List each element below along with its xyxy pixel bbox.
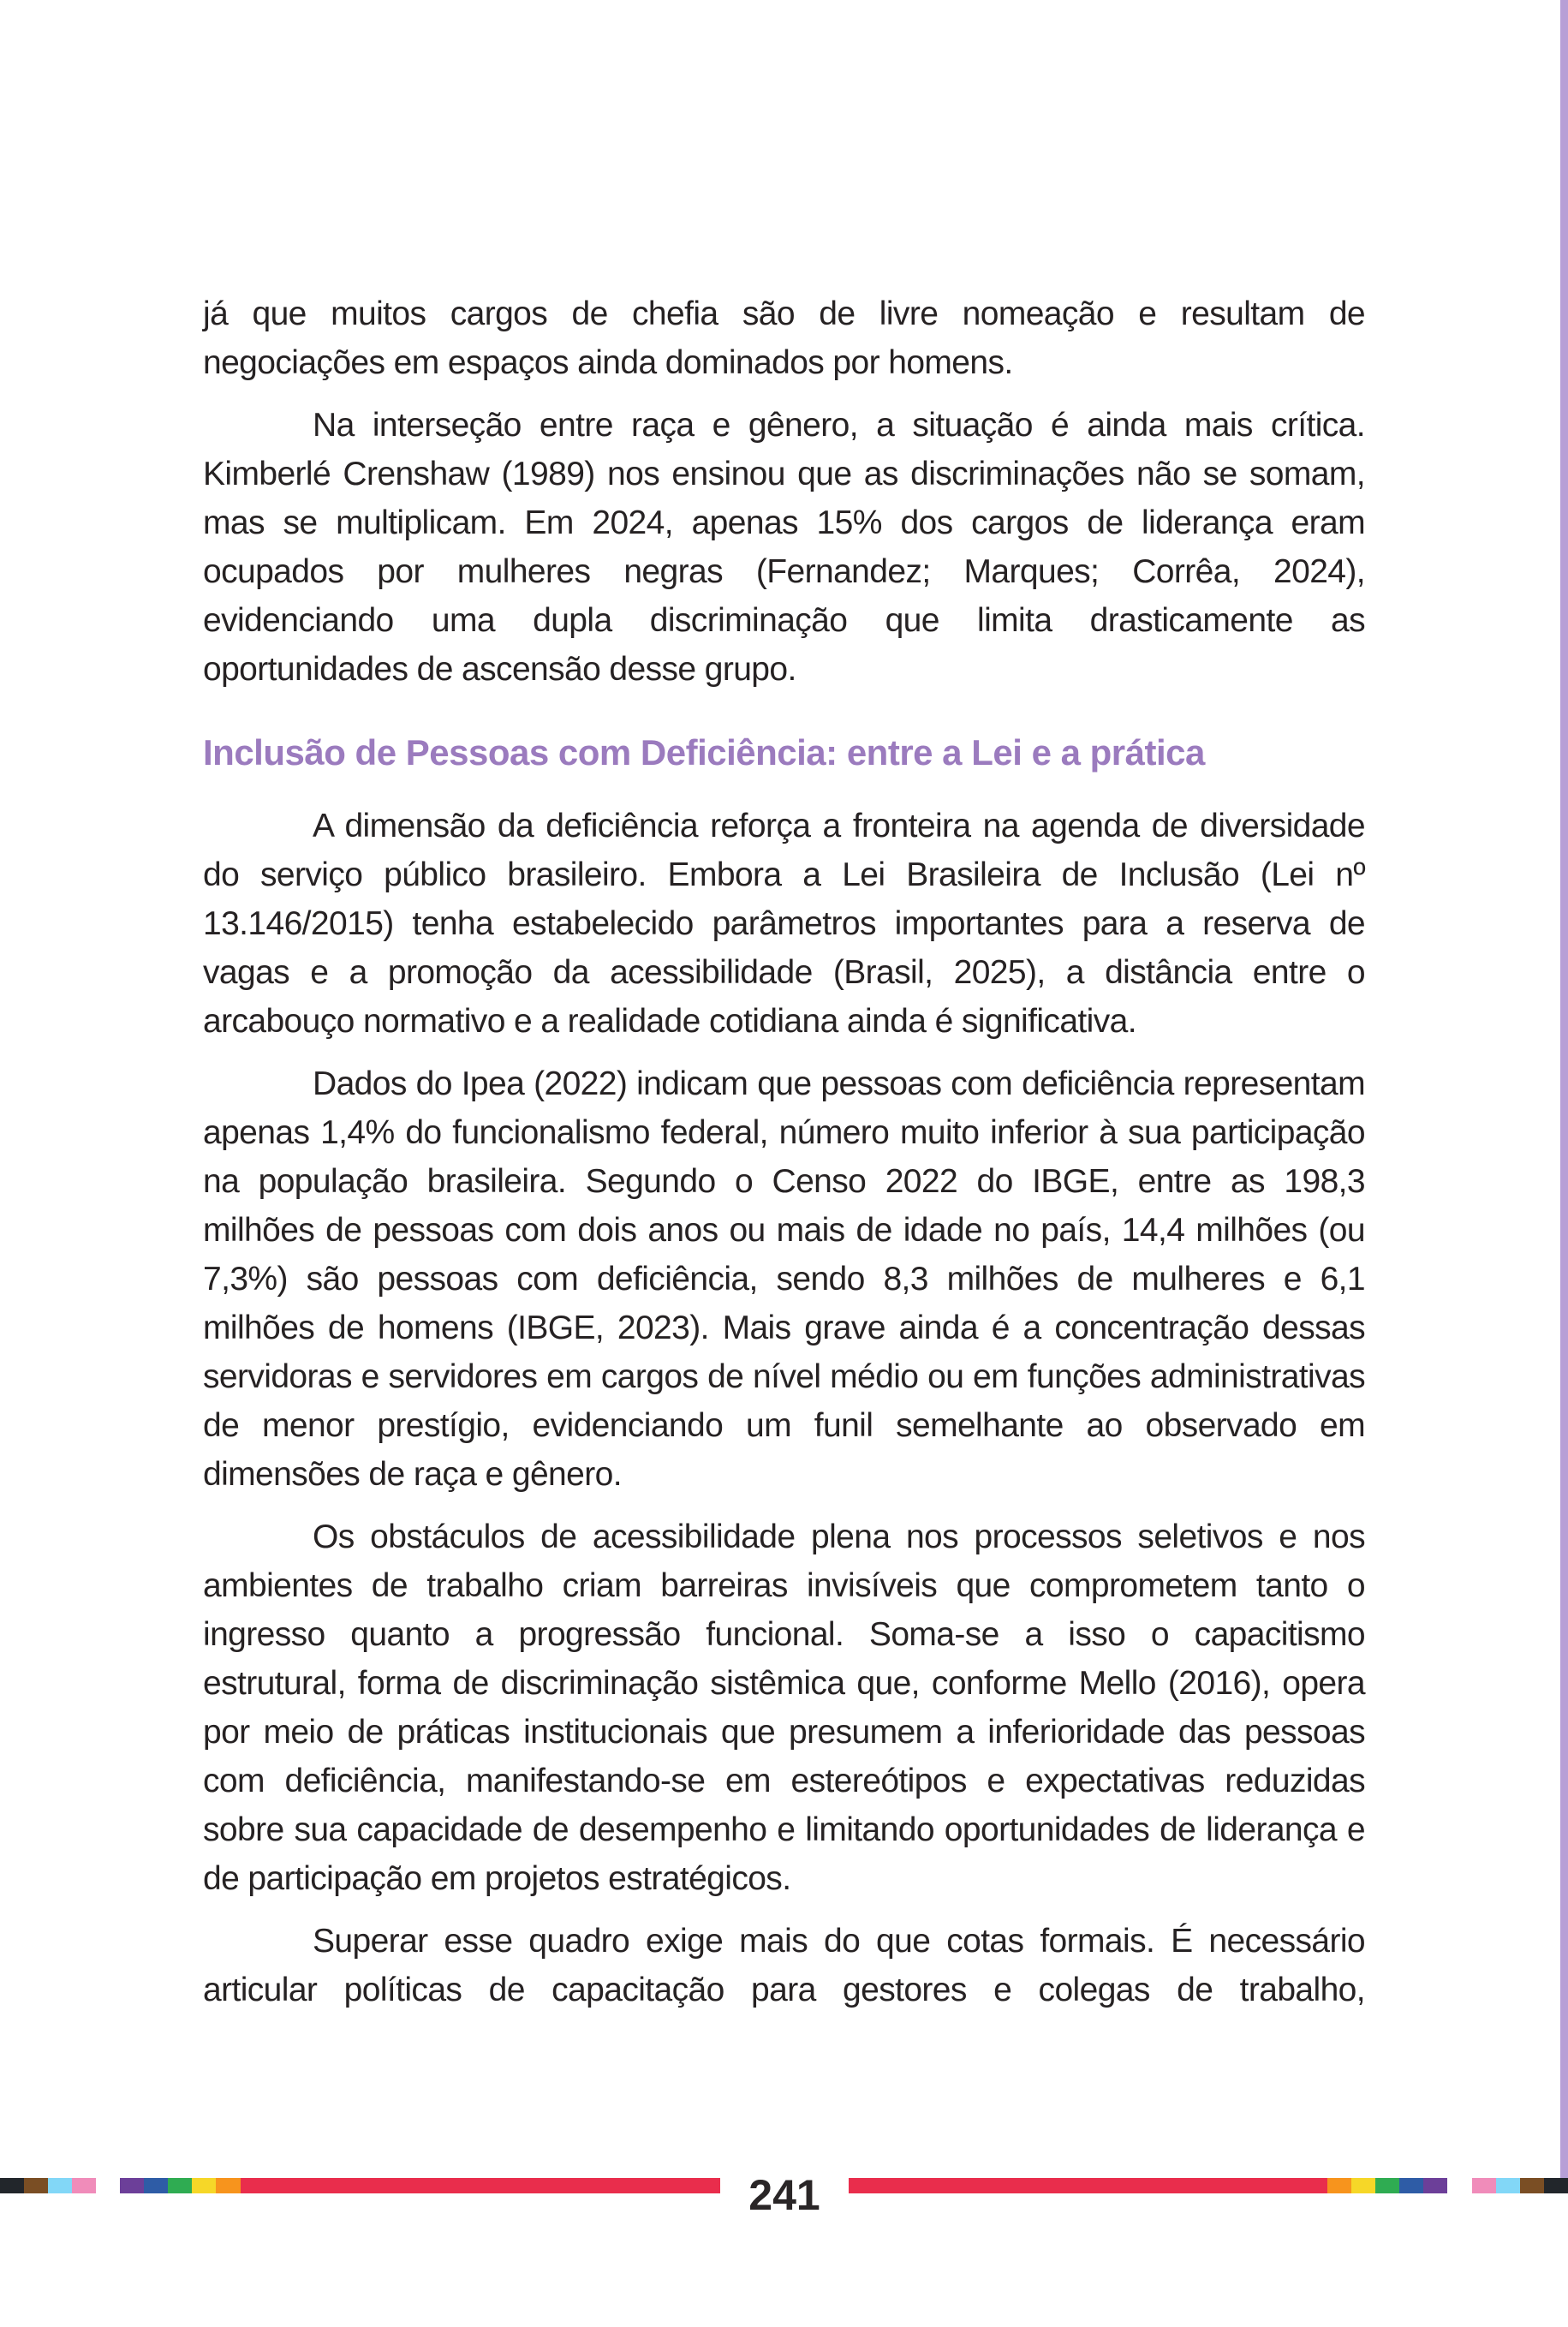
footer-segment-rainbow-left-green	[168, 2178, 192, 2193]
section-heading-inclusao-pcd: Inclusão de Pessoas com Deficiência: entre a Lei e a prática	[203, 732, 1205, 773]
paragraph-obstaculos-capacitismo: Os obstáculos de acessibilidade plena nos processos seletivos e nos ambientes de trabalho criam barreiras invisíveis que comprometem tanto o ingresso quanto a progressão funcional. Soma-se a isso o capacitismo estrutural, forma de discriminação sistêmica que, conforme Mello (2016), opera por meio de práticas institucionais que presumem a inferioridade das pessoas com deficiência, manifestando-se em estereótipos e expectativas reduzidas sobre sua capacidade de desempenho e limitando oportunidades de liderança e de participação em projetos estratégicos.	[203, 1519, 1365, 1897]
footer-segment-rainbow-right-blue	[1399, 2178, 1423, 2193]
footer-segment-corner-left-black	[0, 2178, 24, 2193]
footer-segment-corner-left-pink	[72, 2178, 96, 2193]
footer-segment-rainbow-left-blue	[144, 2178, 168, 2193]
footer-segment-rainbow-right-orange	[1327, 2178, 1351, 2193]
footer-segment-red-bar-right	[849, 2178, 1327, 2193]
footer-segment-corner-right-lightblue	[1496, 2178, 1520, 2193]
right-edge-purple-stripe	[1560, 0, 1568, 2178]
footer-segment-rainbow-right-yellow	[1351, 2178, 1375, 2193]
paragraph-continuation: já que muitos cargos de chefia são de livre nomeação e resultam de negociações em espaços ainda dominados por homens.	[203, 295, 1365, 381]
footer-segment-rainbow-right-purple	[1423, 2178, 1447, 2193]
paragraph-lei-brasileira-inclusao: A dimensão da deficiência reforça a fronteira na agenda de diversidade do serviço público brasileiro. Embora a Lei Brasileira de Inclusão (Lei nº 13.146/2015) tenha estabelecido parâmetros importantes para a reserva de vagas e a promoção da acessibilidade (Brasil, 2025), a distância entre o arcabouço normativo e a realidade cotidiana ainda é significativa.	[203, 808, 1365, 1040]
footer-segment-corner-right-pink	[1472, 2178, 1496, 2193]
paragraph-dados-ipea-ibge: Dados do Ipea (2022) indicam que pessoas com deficiência representam apenas 1,4% do funcionalismo federal, número muito inferior à sua participação na população brasileira. Segundo o Censo 2022 do IBGE, entre as 198,3 milhões de pessoas com dois anos ou mais de idade no país, 14,4 milhões (ou 7,3%) são pessoas com deficiência, sendo 8,3 milhões de mulheres e 6,1 milhões de homens (IBGE, 2023). Mais grave ainda é a concentração dessas servidoras e servidores em cargos de nível médio ou em funções administrativas de menor prestígio, evidenciando um funil semelhante ao observado em dimensões de raça e gênero.	[203, 1065, 1365, 1493]
footer-segment-rainbow-left-yellow	[192, 2178, 216, 2193]
footer-segment-corner-right-brown	[1520, 2178, 1544, 2193]
footer-segment-corner-left-lightblue	[48, 2178, 72, 2193]
paragraph-intersectionality: Na interseção entre raça e gênero, a situação é ainda mais crítica. Kimberlé Crenshaw (1989) nos ensinou que as discriminações não se somam, mas se multiplicam. Em 2024, apenas 15% dos cargos de liderança eram ocupados por mulheres negras (Fernandez; Marques; Corrêa, 2024), evidenciando uma dupla discriminação que limita drasticamente as oportunidades de ascensão desse grupo.	[203, 407, 1365, 688]
footer-segment-rainbow-right-green	[1375, 2178, 1399, 2193]
footer-segment-rainbow-left-orange	[216, 2178, 241, 2193]
text-column	[203, 289, 1365, 2028]
paragraph-superar-quadro: Superar esse quadro exige mais do que cotas formais. É necessário articular políticas de capacitação para gestores e colegas de trabalho,	[203, 1923, 1365, 2008]
footer-segment-rainbow-left-purple	[120, 2178, 144, 2193]
footer-segment-corner-right-black	[1544, 2178, 1568, 2193]
page-number: 241	[748, 2171, 820, 2219]
footer-segment-red-bar-left	[241, 2178, 720, 2193]
footer-segment-corner-left-brown	[24, 2178, 48, 2193]
